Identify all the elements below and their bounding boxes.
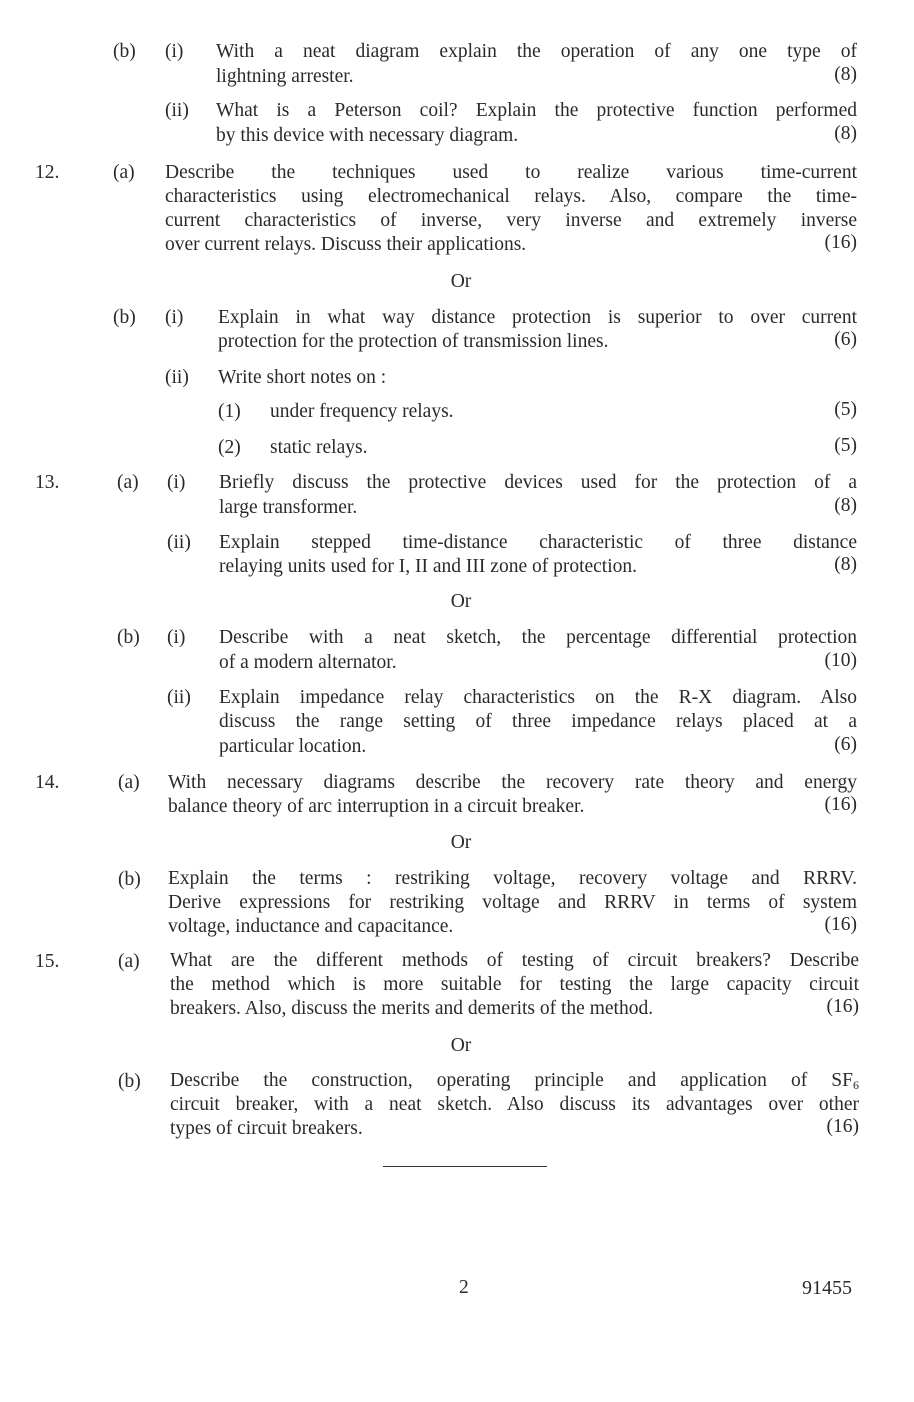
question-text: What is a Peterson coil? Explain the protective function performed — [216, 100, 857, 121]
question-text: Write short notes on : — [218, 367, 387, 388]
subpart-label: (i) — [165, 307, 184, 328]
marks: (10) — [824, 650, 857, 671]
question-text: large transformer. — [219, 497, 358, 518]
question-text: types of circuit breakers. — [170, 1118, 363, 1139]
part-label: (b) — [113, 41, 136, 62]
question-text: Describe with a neat sketch, the percentage differential protection — [219, 627, 857, 648]
question-text: of a modern alternator. — [219, 652, 397, 673]
part-label: (a) — [118, 951, 140, 972]
question-text: With necessary diagrams describe the recovery rate theory and energy — [168, 772, 857, 793]
marks: (5) — [834, 399, 857, 420]
marks: (16) — [826, 1116, 859, 1137]
part-label: (b) — [113, 307, 136, 328]
subpart-label: (i) — [165, 41, 184, 62]
page-number: 2 — [459, 1277, 469, 1298]
part-label: (b) — [118, 869, 141, 890]
paper-code: 91455 — [802, 1277, 852, 1299]
marks: (5) — [834, 435, 857, 456]
question-text: balance theory of arc interruption in a circuit breaker. — [168, 796, 585, 817]
question-text-part: Describe the construction, operating principle and application of SF — [170, 1070, 853, 1091]
part-label: (a) — [113, 162, 135, 183]
marks: (8) — [834, 64, 857, 85]
question-text: Explain in what way distance protection is superior to over current — [218, 307, 857, 328]
question-number: 12. — [35, 162, 60, 183]
subpart-label: (ii) — [165, 367, 189, 388]
marks: (8) — [834, 554, 857, 575]
marks: (16) — [824, 914, 857, 935]
question-text: Briefly discuss the protective devices used for the protection of a — [219, 472, 857, 493]
part-label: (b) — [118, 1071, 141, 1092]
or-separator: Or — [450, 591, 472, 612]
question-text: Derive expressions for restriking voltage and RRRV in terms of system — [168, 892, 857, 913]
part-label: (b) — [117, 627, 140, 648]
question-text: by this device with necessary diagram. — [216, 125, 519, 146]
subpart-label: (ii) — [167, 532, 191, 553]
question-text: particular location. — [219, 736, 367, 757]
question-number: 14. — [35, 772, 60, 793]
question-text: the method which is more suitable for testing the large capacity circuit — [170, 974, 859, 995]
or-separator: Or — [450, 1035, 472, 1056]
question-text: protection for the protection of transmission lines. — [218, 331, 609, 352]
item-label: (1) — [218, 401, 241, 422]
subpart-label: (i) — [167, 472, 186, 493]
question-text: Describe the techniques used to realize various time-current — [165, 162, 857, 183]
question-text: What are the different methods of testing of circuit breakers? Describe — [170, 950, 859, 971]
or-separator: Or — [450, 271, 472, 292]
marks: (6) — [834, 329, 857, 350]
question-text: discuss the range setting of three impedance relays placed at a — [219, 711, 857, 732]
subpart-label: (i) — [167, 627, 186, 648]
item-text: static relays. — [270, 437, 368, 458]
subpart-label: (ii) — [167, 687, 191, 708]
question-text: With a neat diagram explain the operation of any one type of — [216, 41, 857, 62]
subscript: 6 — [853, 1078, 859, 1092]
or-separator: Or — [450, 832, 472, 853]
question-text: Explain impedance relay characteristics on the R-X diagram. Also — [219, 687, 857, 708]
question-text: characteristics using electromechanical relays. Also, compare the time- — [165, 186, 857, 207]
marks: (16) — [824, 794, 857, 815]
marks: (8) — [834, 495, 857, 516]
marks: (8) — [834, 123, 857, 144]
subpart-label: (ii) — [165, 100, 189, 121]
question-text: Explain stepped time-distance characteristic of three distance — [219, 532, 857, 553]
question-text: lightning arrester. — [216, 66, 354, 87]
marks: (16) — [824, 232, 857, 253]
part-label: (a) — [117, 472, 139, 493]
item-text: under frequency relays. — [270, 401, 454, 422]
question-text: breakers. Also, discuss the merits and demerits of the method. — [170, 998, 654, 1019]
question-text: relaying units used for I, II and III zone of protection. — [219, 556, 638, 577]
question-number: 15. — [35, 951, 60, 972]
question-number: 13. — [35, 472, 60, 493]
question-text: over current relays. Discuss their applications. — [165, 234, 527, 255]
question-text: circuit breaker, with a neat sketch. Also discuss its advantages over other — [170, 1094, 859, 1115]
marks: (16) — [826, 996, 859, 1017]
item-label: (2) — [218, 437, 241, 458]
question-text: current characteristics of inverse, very inverse and extremely inverse — [165, 210, 857, 231]
end-rule — [383, 1166, 547, 1167]
part-label: (a) — [118, 772, 140, 793]
question-text — [170, 1070, 859, 1092]
question-text: Explain the terms : restriking voltage, recovery voltage and RRRV. — [168, 868, 857, 889]
marks: (6) — [834, 734, 857, 755]
question-text: voltage, inductance and capacitance. — [168, 916, 454, 937]
